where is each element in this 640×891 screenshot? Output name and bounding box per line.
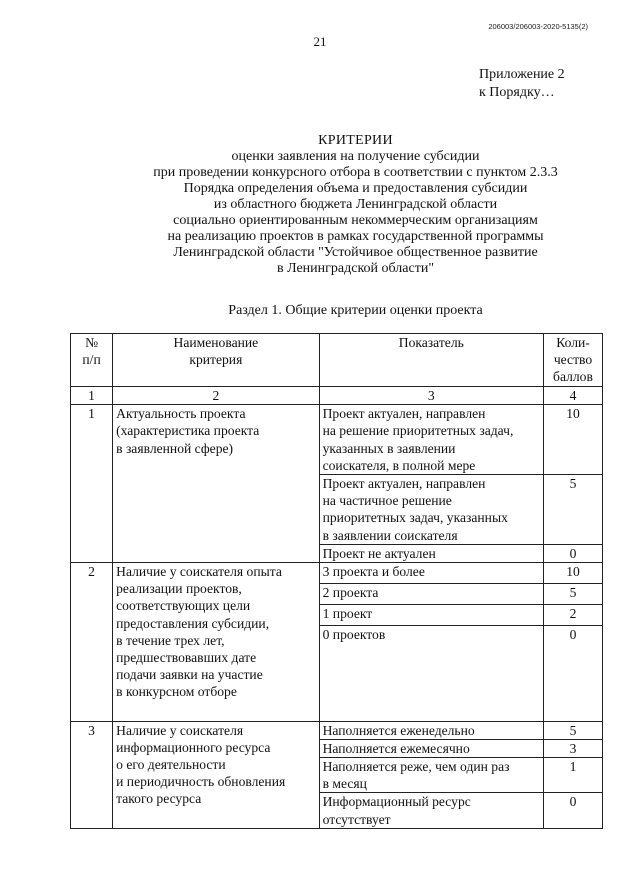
criterion-line: такого ресурса xyxy=(116,791,202,807)
indicator-line: Проект актуален, направлен xyxy=(322,476,486,492)
heading-title: КРИТЕРИИ xyxy=(318,133,393,148)
table-header-row xyxy=(71,334,603,387)
heading-line: при проведении конкурсного отбора в соответствии с пунктом 2.3.3 xyxy=(153,165,558,180)
heading-line: оценки заявления на получение субсидии xyxy=(231,149,480,164)
appendix-line-1: Приложение 2 xyxy=(479,67,565,82)
row-number: 2 xyxy=(71,563,113,722)
points-value: 10 xyxy=(543,405,602,475)
appendix-note xyxy=(479,66,565,102)
indicator-text xyxy=(319,721,543,739)
column-number: 1 xyxy=(71,387,113,405)
indicator-line: 3 проекта и более xyxy=(322,564,425,580)
indicator-line: на частичное решение xyxy=(322,493,452,509)
heading-line: из областного бюджета Ленинградской области xyxy=(213,197,498,212)
criterion-line: Наличие у соискателя опыта xyxy=(116,564,282,580)
header-indicator-line: Показатель xyxy=(398,335,464,350)
indicator-line: 0 проектов xyxy=(322,626,386,642)
indicator-line: отсутствует xyxy=(322,811,391,827)
header-indicator xyxy=(319,334,543,387)
points-value: 5 xyxy=(543,475,602,545)
indicator-line: в месяц xyxy=(322,776,367,792)
criterion-line: Наличие у соискателя xyxy=(116,722,244,738)
indicator-line: 2 проекта xyxy=(322,584,379,600)
column-number: 3 xyxy=(319,387,543,405)
criterion-line: (характеристика проекта xyxy=(116,423,260,439)
criterion-line: подачи заявки на участие xyxy=(116,667,263,683)
indicator-line: на решение приоритетных задач, xyxy=(322,423,514,439)
criterion-line: предоставления субсидии, xyxy=(116,615,270,631)
criterion-line: реализации проектов, xyxy=(116,581,242,597)
heading-line: в Ленинградской области" xyxy=(276,261,435,276)
header-points xyxy=(543,334,602,387)
section-title: Раздел 1. Общие критерии оценки проекта xyxy=(228,303,483,318)
indicator-text xyxy=(319,583,543,604)
indicator-line: Наполняется еженедельно xyxy=(322,722,475,738)
criteria-table xyxy=(70,333,603,829)
header-points-line: Коли- xyxy=(556,335,590,350)
header-criterion-line: Наименование xyxy=(173,335,259,350)
points-value: 10 xyxy=(543,563,602,584)
indicator-text xyxy=(319,475,543,545)
criterion-name xyxy=(113,405,319,563)
indicator-line: Наполняется реже, чем один раз xyxy=(322,759,510,775)
row-number: 3 xyxy=(71,721,113,828)
indicator-line: 1 проект xyxy=(322,605,373,621)
table-row xyxy=(71,721,603,739)
criterion-line: предшествовавших дате xyxy=(116,650,257,666)
indicator-text xyxy=(319,739,543,757)
points-value: 3 xyxy=(543,739,602,757)
heading-line: на реализацию проектов в рамках государственной программы xyxy=(167,229,544,244)
document-id: 206003/206003-2020-5135(2) xyxy=(488,22,588,31)
points-value: 0 xyxy=(543,544,602,562)
criterion-line: информационного ресурса xyxy=(116,739,271,755)
header-criterion xyxy=(113,334,319,387)
header-num-line: № xyxy=(85,335,99,350)
points-value: 2 xyxy=(543,604,602,625)
criterion-line: Актуальность проекта xyxy=(116,406,246,422)
column-number: 2 xyxy=(113,387,319,405)
indicator-text xyxy=(319,563,543,584)
criterion-line: в течение трех лет, xyxy=(116,632,225,648)
appendix-line-2: к Порядку… xyxy=(479,85,555,100)
header-points-line: баллов xyxy=(553,369,593,385)
indicator-text xyxy=(319,604,543,625)
criterion-line: в заявленной сфере) xyxy=(116,440,234,456)
heading-line: социально ориентированным некоммерческим организациям xyxy=(173,213,538,228)
table-row xyxy=(71,405,603,475)
row-number: 1 xyxy=(71,405,113,563)
criterion-line: в конкурсном отборе xyxy=(116,684,237,700)
heading-line: Порядка определения объема и предоставления субсидии xyxy=(183,181,528,196)
header-criterion-line: критерия xyxy=(189,352,243,368)
criterion-name xyxy=(113,563,319,722)
indicator-text xyxy=(319,405,543,475)
indicator-line: Информационный ресурс xyxy=(322,794,471,810)
points-value: 0 xyxy=(543,625,602,721)
indicator-line: указанных в заявлении xyxy=(322,440,456,456)
document-heading xyxy=(0,133,640,277)
criterion-line: о его деятельности xyxy=(116,757,226,773)
page-number: 21 xyxy=(313,34,327,49)
heading-line: Ленинградской области "Устойчивое общественное развитие xyxy=(173,245,538,260)
indicator-text xyxy=(319,793,543,828)
criterion-line: соответствующих цели xyxy=(116,598,251,614)
indicator-text xyxy=(319,758,543,793)
indicator-line: Наполняется ежемесячно xyxy=(322,740,470,756)
header-num-line: п/п xyxy=(82,352,101,368)
indicator-line: в заявлении соискателя xyxy=(322,527,458,543)
points-value: 0 xyxy=(543,793,602,828)
criterion-name xyxy=(113,721,319,828)
points-value: 5 xyxy=(543,721,602,739)
indicator-text xyxy=(319,544,543,562)
indicator-text xyxy=(319,625,543,721)
criterion-line: и периодичность обновления xyxy=(116,774,286,790)
header-num xyxy=(71,334,113,387)
header-points-line: чество xyxy=(553,352,593,368)
table-row xyxy=(71,563,603,584)
column-number: 4 xyxy=(543,387,602,405)
indicator-line: Проект не актуален xyxy=(322,545,436,561)
column-number-row xyxy=(71,387,603,405)
indicator-line: приоритетных задач, указанных xyxy=(322,510,508,526)
indicator-line: Проект актуален, направлен xyxy=(322,406,486,422)
points-value: 1 xyxy=(543,758,602,793)
indicator-line: соискателя, в полной мере xyxy=(322,457,476,473)
points-value: 5 xyxy=(543,583,602,604)
